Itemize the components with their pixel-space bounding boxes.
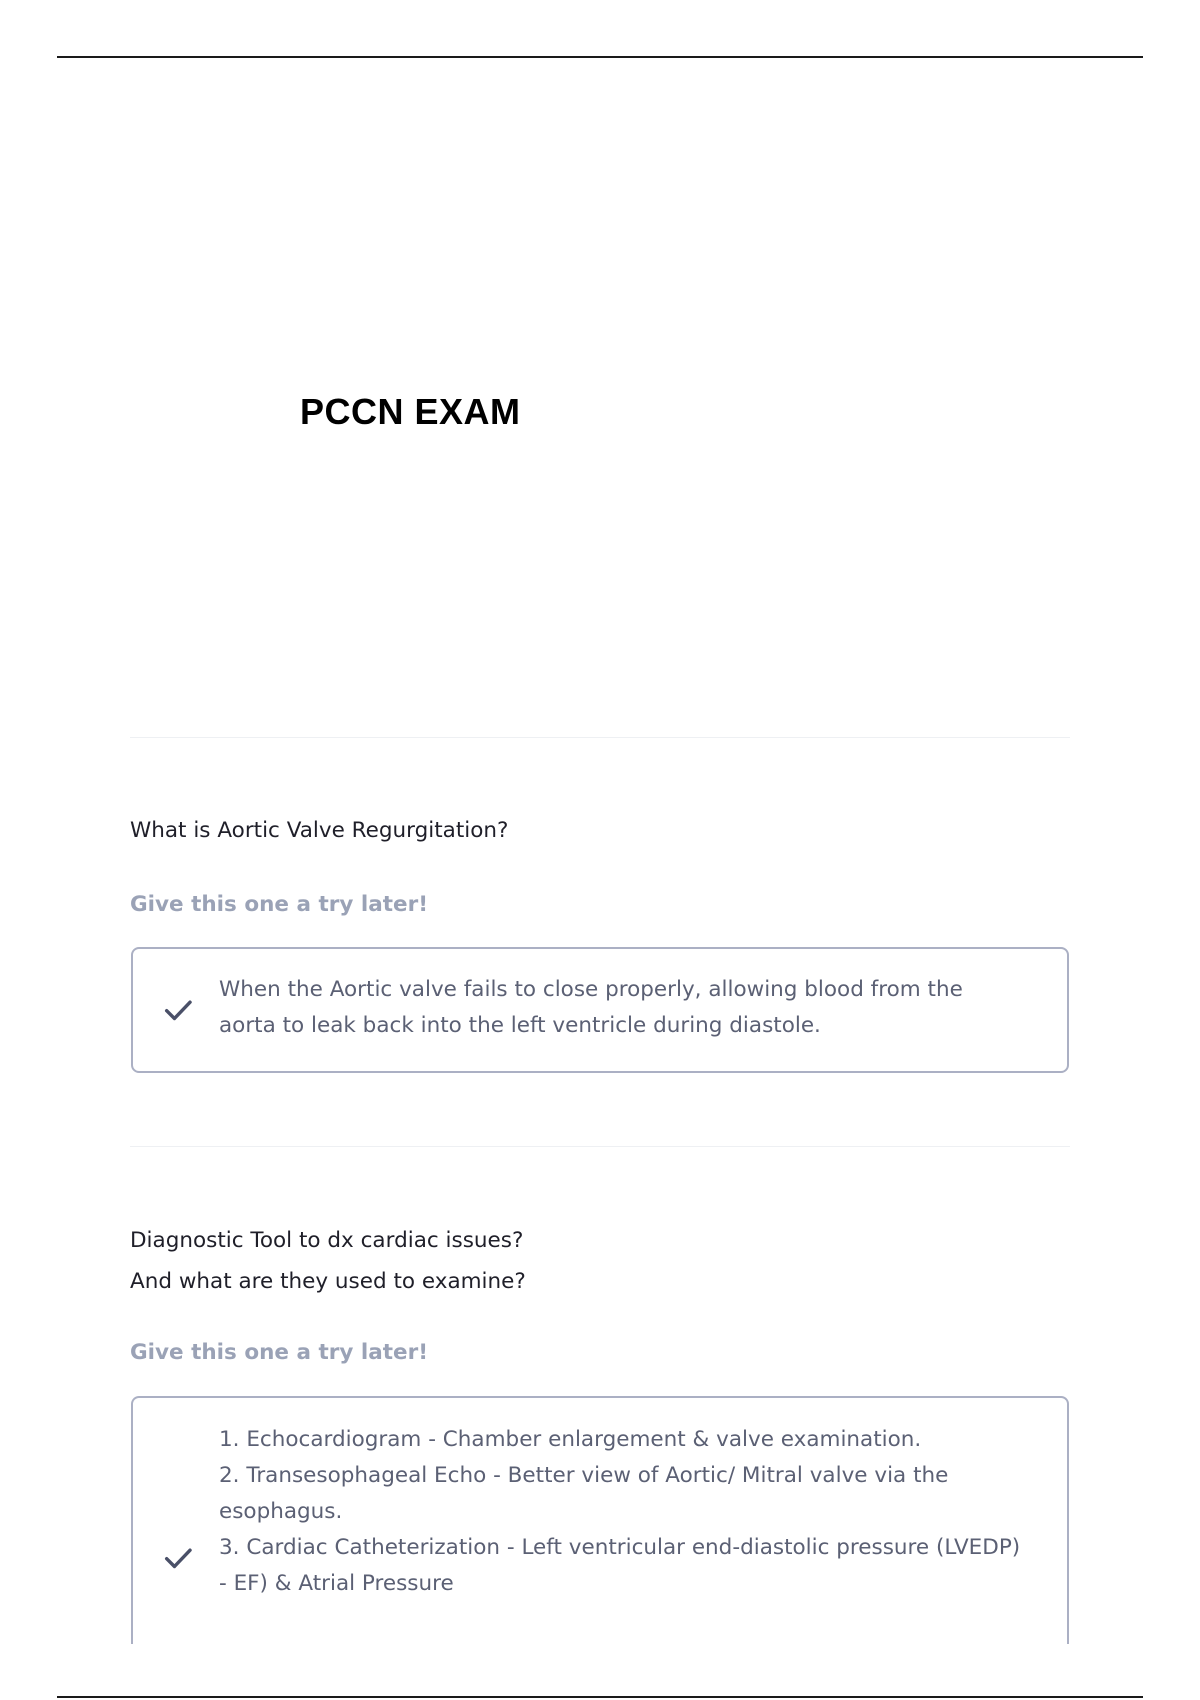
answer-text — [219, 972, 1043, 1044]
answer-line: - EF) & Atrial Pressure — [219, 1571, 454, 1596]
answer-line: esophagus. — [219, 1499, 343, 1524]
try-later-hint[interactable]: Give this one a try later! — [130, 892, 428, 917]
page-bottom-rule — [57, 1696, 1143, 1698]
question-line: What is Aortic Valve Regurgitation? — [130, 818, 509, 843]
answer-line: aorta to leak back into the left ventricle during diastole. — [219, 1013, 821, 1038]
check-icon — [161, 993, 195, 1027]
answer-line: When the Aortic valve fails to close properly, allowing blood from the — [219, 977, 963, 1002]
answer-line: 1. Echocardiogram - Chamber enlargement & valve examination. — [219, 1427, 922, 1452]
page-title: PCCN EXAM — [300, 391, 521, 432]
answer-line: 3. Cardiac Catheterization - Left ventricular end-diastolic pressure (LVEDP) — [219, 1535, 1021, 1560]
answer-card[interactable] — [131, 947, 1069, 1073]
question-line: And what are they used to examine? — [130, 1269, 526, 1294]
card-divider — [130, 1146, 1070, 1147]
question-text — [130, 810, 508, 851]
answer-line: 2. Transesophageal Echo - Better view of Aortic/ Mitral valve via the — [219, 1463, 949, 1488]
try-later-hint[interactable]: Give this one a try later! — [130, 1340, 428, 1365]
question-line: Diagnostic Tool to dx cardiac issues? — [130, 1228, 524, 1253]
card-divider — [130, 737, 1070, 738]
page-top-rule — [57, 56, 1143, 58]
check-icon — [161, 1541, 195, 1575]
answer-card[interactable] — [131, 1396, 1069, 1644]
answer-text — [219, 1422, 1043, 1602]
question-text — [130, 1220, 526, 1302]
